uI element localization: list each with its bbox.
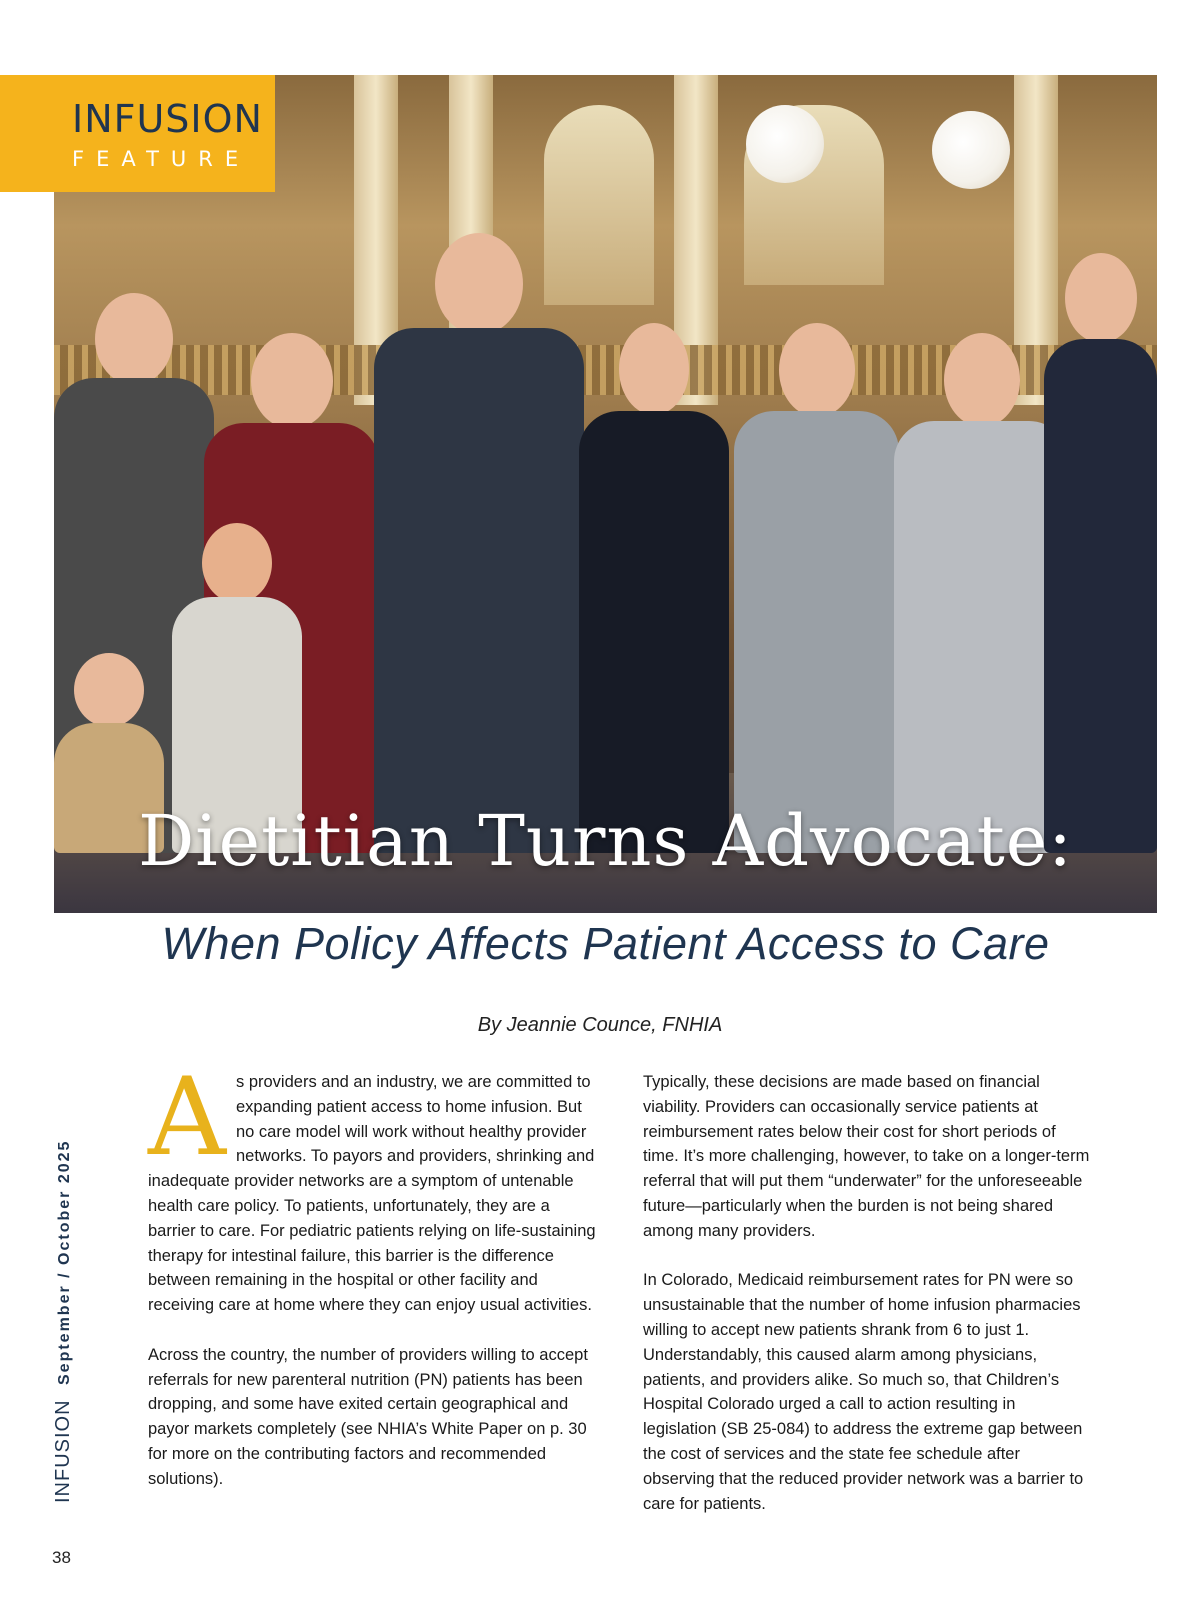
body-column-left: [148, 1055, 598, 1516]
body-column-right: [643, 1070, 1093, 1541]
feature-photo: [54, 75, 1157, 913]
page-number: 38: [52, 1548, 71, 1567]
article-subtitle: When Policy Affects Patient Access to Care: [161, 918, 1050, 969]
paragraph: Across the country, the number of providers willing to accept referrals for new parenteral nutrition (PN) patients has been dropping, and some have exited certain geographical and payor markets completely (see NHIA’s White Paper on p. 30 for more on the contributing factors and recommended solutions).: [148, 1345, 588, 1488]
side-brand: INFUSION: [52, 1399, 74, 1503]
issue-date: September / October 2025: [56, 1139, 73, 1385]
side-issue-label: [52, 1140, 75, 1503]
paragraph: Typically, these decisions are made based on financial viability. Providers can occasionally service patients at reimbursement rates below their cost for short periods of time. It’s more challenging, however, to take on a longer-term referral that will put them “underwater” for the unforeseeable future—particularly when the burden is not being shared among many providers.: [643, 1073, 1090, 1240]
paragraph: In Colorado, Medicaid reimbursement rates for PN were so unsustainable that the number of home infusion pharmacies willing to accept new patients shrank from 6 to just 1. Understandably, this caused alarm among physicians, patients, and providers alike. So much so, that Children’s Hospital Colorado urged a call to action resulting in legislation (SB 25-084) to address the extreme gap between the cost of services and the state fee schedule after observing that the reduced provider network was a barrier to care for patients.: [643, 1271, 1084, 1513]
feature-label: FEATURE: [72, 147, 251, 171]
paragraph: As providers and an industry, we are committed to expanding patient access to home infusion. But no care model will work without healthy provider networks. To payors and providers, shrinking and inadequate provider networks are a symptom of untenable health care policy. To patients, unfortunately, they are a barrier to care. For pediatric patients relying on life-sustaining therapy for intestinal failure, this barrier is the difference between remaining in the hospital or other facility and receiving care at home where they can enjoy usual activities.: [148, 1055, 596, 1315]
byline: By Jeannie Counce, FNHIA: [477, 1014, 723, 1036]
infusion-logo: INFUSION: [72, 97, 263, 141]
drop-cap: A: [148, 1055, 226, 1180]
infusion-feature-badge: [0, 75, 275, 192]
article-title: Dietitian Turns Advocate:: [138, 800, 1073, 882]
